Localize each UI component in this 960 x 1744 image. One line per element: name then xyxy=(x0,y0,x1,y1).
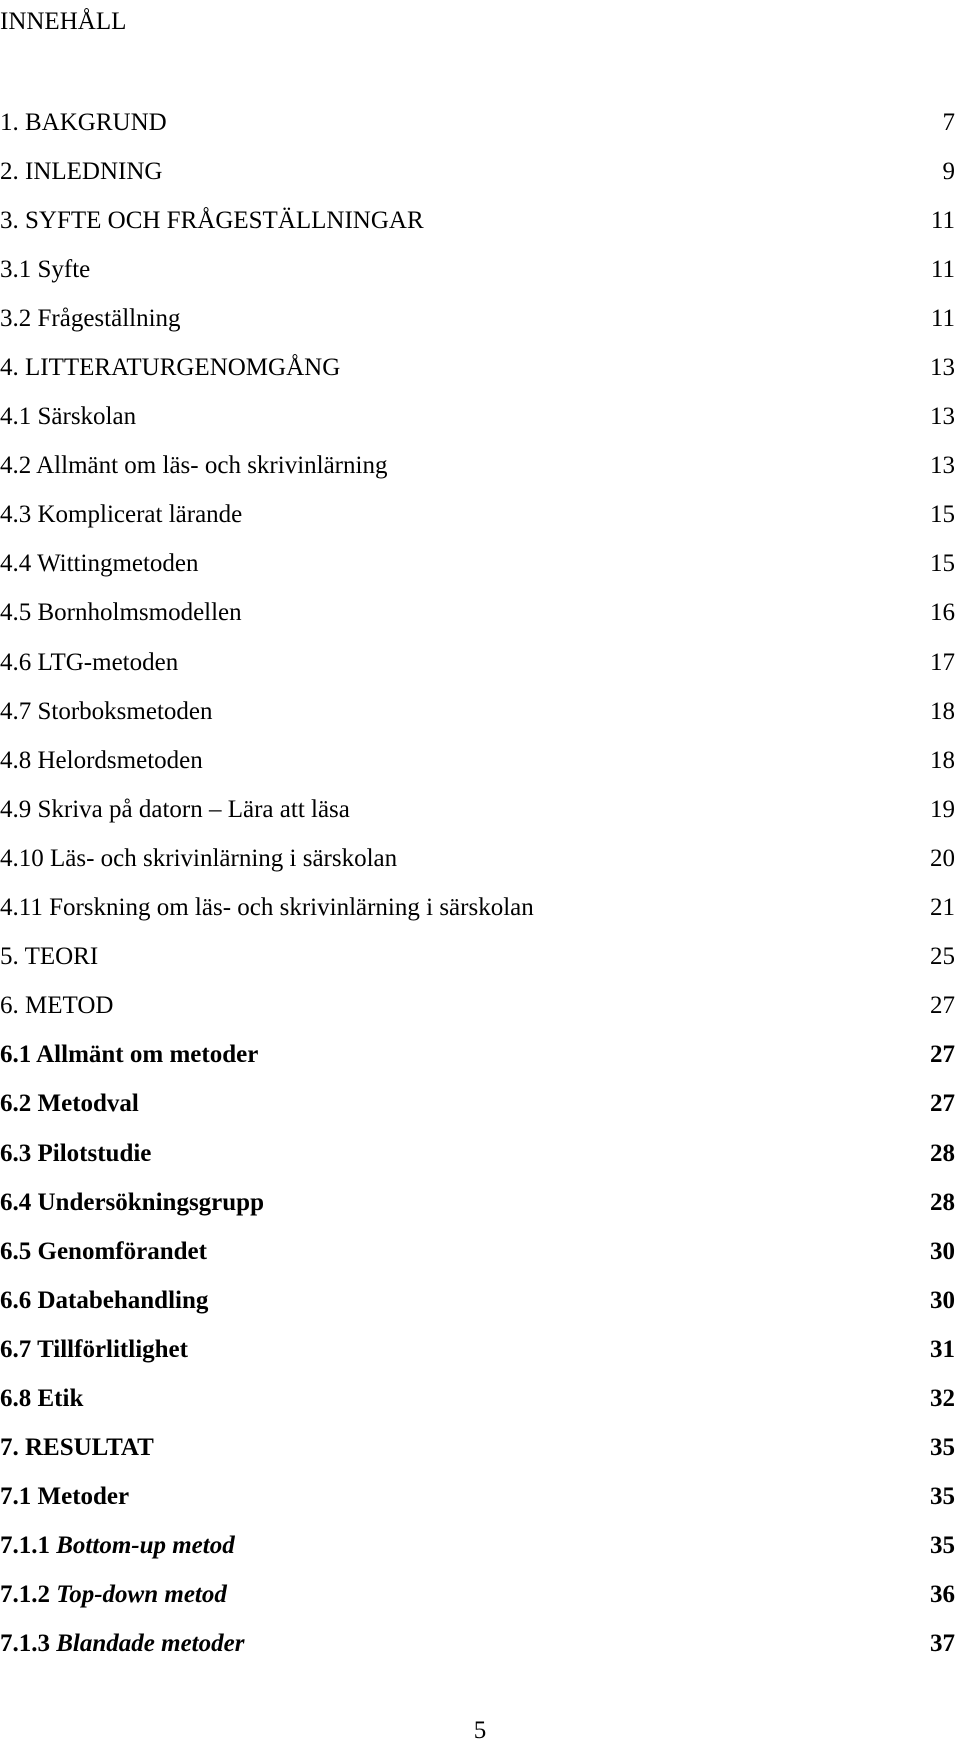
toc-entry-page: 27 xyxy=(930,992,955,1020)
toc-entry-text: Skriva på datorn – Lära att läsa xyxy=(37,795,350,823)
toc-entry[interactable] xyxy=(0,785,955,834)
toc-entry[interactable] xyxy=(0,736,955,785)
toc-entry-text: TEORI xyxy=(24,943,99,971)
toc-entry-text: INLEDNING xyxy=(25,157,163,185)
toc-entry-label xyxy=(0,108,915,138)
toc-entry-page: 16 xyxy=(930,599,955,627)
page-title: INNEHÅLL xyxy=(0,8,127,35)
toc-entry[interactable] xyxy=(0,1325,955,1374)
toc-entry[interactable] xyxy=(0,1227,955,1276)
toc-entry-page: 17 xyxy=(930,648,955,676)
toc-entry-text: Frågeställning xyxy=(37,304,181,332)
toc-entry[interactable] xyxy=(0,1522,955,1571)
toc-entry-label xyxy=(0,1188,915,1218)
toc-entry-label xyxy=(0,697,915,727)
toc-entry-label xyxy=(0,549,915,579)
toc-entry-text: LITTERATURGENOMGÅNG xyxy=(25,354,341,382)
toc-entry-italic-text: Blandade metoder xyxy=(56,1630,245,1658)
toc-entry-page: 35 xyxy=(930,1483,955,1511)
toc-entry-number: 4.11 xyxy=(0,894,43,922)
toc-entry-number: 7.1.3 xyxy=(0,1630,50,1658)
toc-entry-number: 4.10 xyxy=(0,844,44,872)
toc-entry-page: 9 xyxy=(942,157,955,185)
toc-entry-page: 11 xyxy=(930,255,955,283)
toc-entry-page: 15 xyxy=(930,501,955,529)
toc-entry[interactable] xyxy=(0,540,955,589)
toc-entry-label xyxy=(0,795,915,825)
toc-entry-text: Forskning om läs- och skrivinlärning i särskolan xyxy=(49,894,534,922)
toc-entry-page: 7 xyxy=(942,108,955,136)
toc-entry-label xyxy=(0,157,915,187)
toc-entry[interactable] xyxy=(0,245,955,294)
toc-entry-text: Databehandling xyxy=(37,1286,209,1314)
toc-entry-text: Särskolan xyxy=(37,403,137,431)
toc-entry-page: 11 xyxy=(930,304,955,332)
toc-entry-text: Bornholmsmodellen xyxy=(37,599,242,627)
toc-entry-label xyxy=(0,1629,915,1659)
toc-entry-label xyxy=(0,206,915,236)
toc-entry-page: 36 xyxy=(930,1581,955,1609)
toc-entry[interactable] xyxy=(0,834,955,883)
toc-entry-label xyxy=(0,648,915,678)
toc-entry-page: 35 xyxy=(930,1434,955,1462)
toc-entry-label xyxy=(0,304,915,334)
toc-entry-page: 28 xyxy=(930,1188,955,1216)
toc-entry-label xyxy=(0,1580,915,1610)
toc-entry-label xyxy=(0,1335,915,1365)
toc-entry-text: METOD xyxy=(25,992,114,1020)
toc-entry-number: 4.3 xyxy=(0,501,32,529)
toc-entry-number: 3.2 xyxy=(0,304,32,332)
toc-entry-label xyxy=(0,893,915,923)
toc-entry[interactable] xyxy=(0,982,955,1031)
toc-entry-text: Etik xyxy=(37,1384,84,1412)
toc-entry[interactable] xyxy=(0,98,955,147)
toc-entry-number: 1. xyxy=(0,108,19,136)
toc-entry[interactable] xyxy=(0,1424,955,1473)
toc-entry-label xyxy=(0,1237,915,1267)
toc-entry[interactable] xyxy=(0,1031,955,1080)
toc-entry[interactable] xyxy=(0,933,955,982)
toc-entry-number: 4.8 xyxy=(0,746,32,774)
toc-entry-text: RESULTAT xyxy=(25,1434,154,1462)
toc-entry-number: 4.2 xyxy=(0,452,32,480)
toc-entry-label xyxy=(0,1482,915,1512)
toc-entry-text: Genomförandet xyxy=(37,1237,207,1265)
page-number: 5 xyxy=(473,1717,487,1744)
toc-entry-page: 18 xyxy=(930,746,955,774)
toc-entry-text: Läs- och skrivinlärning i särskolan xyxy=(50,844,398,872)
toc-entry-text: Metoder xyxy=(37,1483,130,1511)
toc-entry-number: 4.4 xyxy=(0,550,32,578)
toc-entry[interactable] xyxy=(0,147,955,196)
toc-entry-text: Allmänt om läs- och skrivinlärning xyxy=(36,452,388,480)
toc-entry-number: 7.1 xyxy=(0,1483,32,1511)
toc-entry-label xyxy=(0,1433,915,1463)
toc-entry-text: Wittingmetoden xyxy=(37,550,199,578)
toc-entry[interactable] xyxy=(0,393,955,442)
toc-entry-label xyxy=(0,1040,915,1070)
toc-entry-number: 5. xyxy=(0,943,19,971)
toc-entry-number: 4. xyxy=(0,354,19,382)
toc-entry[interactable] xyxy=(0,343,955,392)
toc-entry-label xyxy=(0,451,915,481)
toc-entry-label xyxy=(0,1139,915,1169)
toc-entry-number: 4.9 xyxy=(0,795,32,823)
toc-entry-italic-text: Bottom-up metod xyxy=(56,1532,235,1560)
toc-entry[interactable] xyxy=(0,1178,955,1227)
toc-entry[interactable] xyxy=(0,294,955,343)
toc-entry-number: 3. xyxy=(0,206,19,234)
toc-entry-number: 7.1.1 xyxy=(0,1532,50,1560)
toc-entry-italic-text: Top-down metod xyxy=(56,1581,227,1609)
toc-entry-label xyxy=(0,844,915,874)
toc-entry-page: 27 xyxy=(930,1041,955,1069)
toc-entry[interactable] xyxy=(0,1571,955,1620)
toc-entry-number: 7. xyxy=(0,1434,19,1462)
toc-entry-page: 15 xyxy=(930,550,955,578)
toc-entry-number: 6. xyxy=(0,992,19,1020)
toc-entry-label xyxy=(0,500,915,530)
toc-entry-page: 32 xyxy=(930,1384,955,1412)
toc-entry-number: 4.5 xyxy=(0,599,32,627)
toc-entry-page: 13 xyxy=(930,354,955,382)
toc-entry[interactable] xyxy=(0,884,955,933)
toc-entry-page: 25 xyxy=(930,943,955,971)
toc-entry[interactable] xyxy=(0,687,955,736)
toc-entry-number: 4.1 xyxy=(0,403,32,431)
toc-entry-number: 6.3 xyxy=(0,1139,32,1167)
toc-entry-number: 2. xyxy=(0,157,19,185)
toc-entry-page: 20 xyxy=(930,844,955,872)
toc-entry-label xyxy=(0,255,915,285)
toc-entry[interactable] xyxy=(0,1473,955,1522)
toc-entry-page: 37 xyxy=(930,1630,955,1658)
toc-entry-label xyxy=(0,1089,915,1119)
toc-entry-label xyxy=(0,598,915,628)
toc-entry-text: Metodval xyxy=(37,1090,139,1118)
toc-entry-number: 6.8 xyxy=(0,1384,32,1412)
table-of-contents xyxy=(0,98,955,1669)
toc-entry-label xyxy=(0,1531,915,1561)
toc-entry[interactable] xyxy=(0,1080,955,1129)
toc-entry-page: 30 xyxy=(930,1237,955,1265)
toc-entry-text: LTG-metoden xyxy=(37,648,179,676)
toc-entry-page: 31 xyxy=(930,1335,955,1363)
toc-entry-page: 35 xyxy=(930,1532,955,1560)
toc-entry-text: Syfte xyxy=(37,255,91,283)
toc-entry-number: 6.1 xyxy=(0,1041,32,1069)
toc-entry-text: SYFTE OCH FRÅGESTÄLLNINGAR xyxy=(25,206,424,234)
toc-entry-text: Tillförlitlighet xyxy=(37,1335,188,1363)
toc-entry[interactable] xyxy=(0,442,955,491)
toc-entry-page: 19 xyxy=(930,795,955,823)
toc-entry-text: Undersökningsgrupp xyxy=(37,1188,264,1216)
toc-entry-number: 7.1.2 xyxy=(0,1581,50,1609)
toc-entry[interactable] xyxy=(0,1276,955,1325)
toc-entry-page: 13 xyxy=(930,403,955,431)
toc-entry-page: 11 xyxy=(930,206,955,234)
toc-entry-label xyxy=(0,1384,915,1414)
toc-entry[interactable] xyxy=(0,1620,955,1669)
toc-entry[interactable] xyxy=(0,491,955,540)
toc-entry-text: BAKGRUND xyxy=(25,108,167,136)
toc-entry-page: 18 xyxy=(930,697,955,725)
toc-entry-page: 13 xyxy=(930,452,955,480)
toc-entry[interactable] xyxy=(0,589,955,638)
toc-entry-page: 28 xyxy=(930,1139,955,1167)
toc-entry-label xyxy=(0,353,915,383)
toc-entry[interactable] xyxy=(0,1374,955,1423)
toc-entry-text: Helordsmetoden xyxy=(37,746,203,774)
toc-entry-number: 4.7 xyxy=(0,697,32,725)
toc-entry[interactable] xyxy=(0,196,955,245)
toc-entry-text: Allmänt om metoder xyxy=(36,1041,259,1069)
toc-entry-number: 6.6 xyxy=(0,1286,32,1314)
toc-entry-page: 30 xyxy=(930,1286,955,1314)
toc-entry-number: 6.4 xyxy=(0,1188,32,1216)
toc-entry-page: 27 xyxy=(930,1090,955,1118)
toc-entry-number: 6.7 xyxy=(0,1335,32,1363)
toc-entry-label xyxy=(0,746,915,776)
toc-entry[interactable] xyxy=(0,638,955,687)
toc-entry-label xyxy=(0,991,915,1021)
toc-entry-label xyxy=(0,1286,915,1316)
toc-entry-label xyxy=(0,402,915,432)
toc-entry-number: 6.5 xyxy=(0,1237,32,1265)
toc-entry-number: 3.1 xyxy=(0,255,32,283)
toc-entry-text: Komplicerat lärande xyxy=(37,501,243,529)
toc-entry-page: 21 xyxy=(930,894,955,922)
toc-entry-number: 4.6 xyxy=(0,648,32,676)
toc-entry-number: 6.2 xyxy=(0,1090,32,1118)
toc-entry-text: Storboksmetoden xyxy=(37,697,213,725)
toc-entry-text: Pilotstudie xyxy=(37,1139,152,1167)
toc-entry[interactable] xyxy=(0,1129,955,1178)
toc-entry-label xyxy=(0,942,915,972)
